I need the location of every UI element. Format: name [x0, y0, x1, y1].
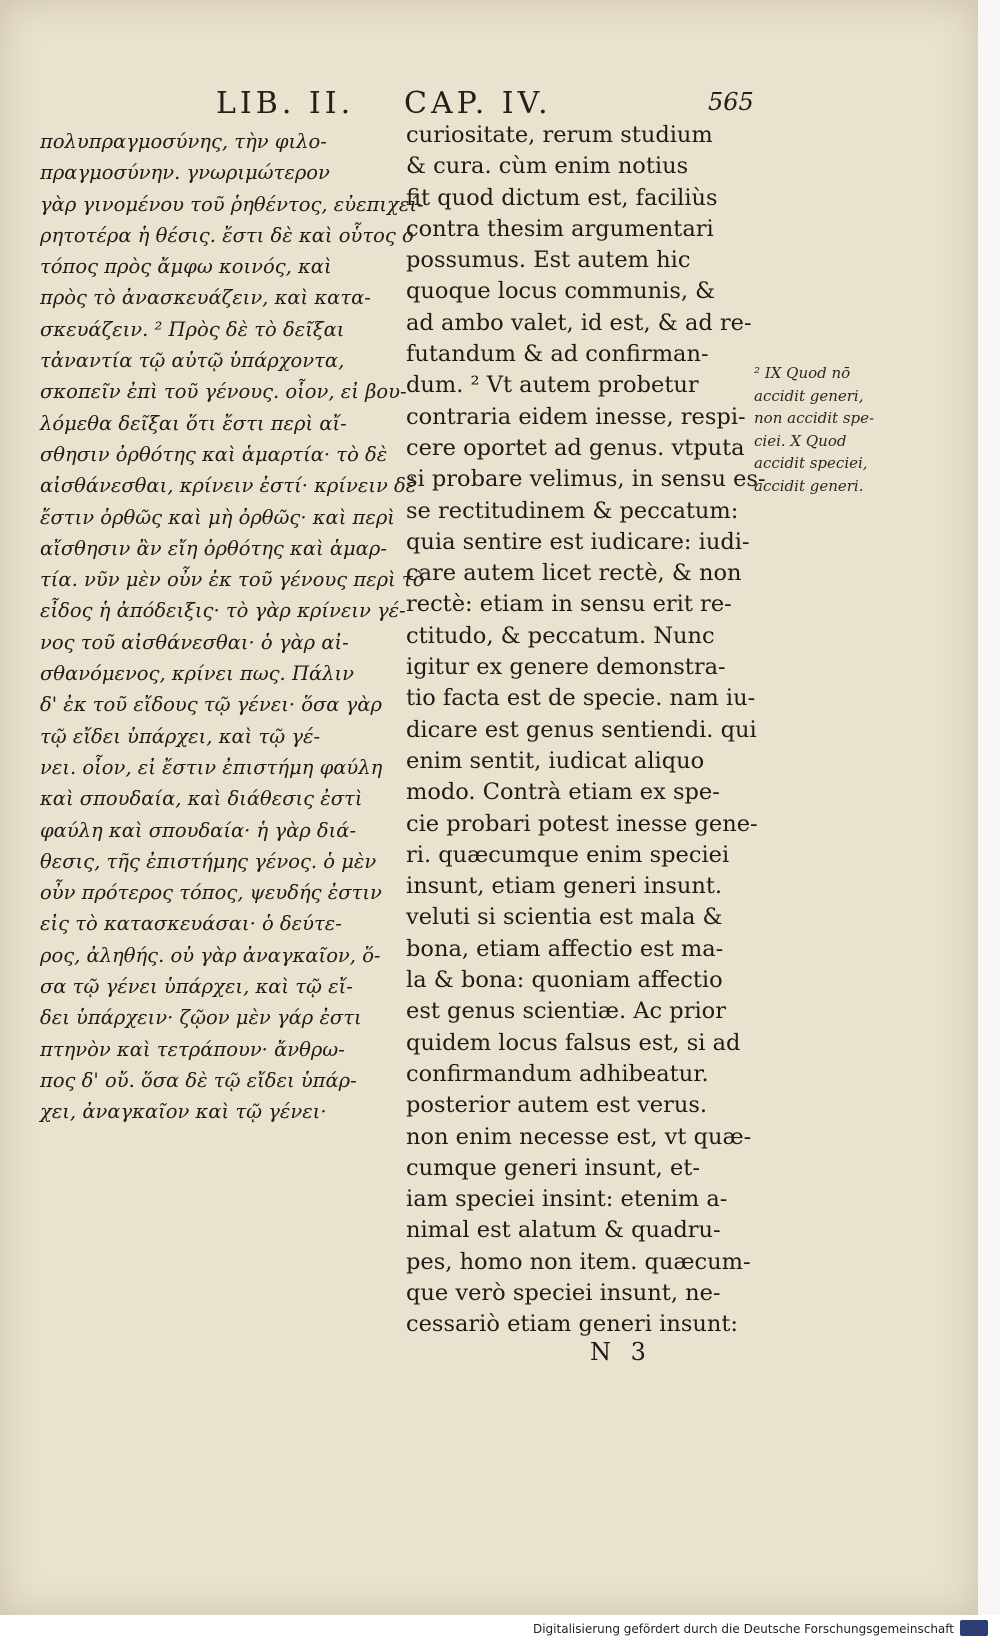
greek-text-line: ρητοτέρα ἡ θέσις. ἔστι δὲ καὶ οὗτος ὁ — [40, 223, 414, 247]
greek-text-line: τῷ εἴδει ὑπάρχει, καὶ τῷ γέ- — [40, 724, 321, 748]
greek-text-line: πραγμοσύνην. γνωριμώτερον — [40, 161, 330, 185]
greek-text-line: πτηνὸν καὶ τετράπουν· ἄνθρω- — [40, 1037, 345, 1061]
greek-text-line: καὶ σπουδαία, καὶ διάθεσις ἐστὶ — [40, 787, 363, 811]
latin-text-line: rectè: etiam in sensu erit re- — [406, 591, 732, 618]
latin-text-line: curiositate, rerum studium — [406, 122, 713, 148]
greek-text-line: τία. νῦν μὲν οὖν ἐκ τοῦ γένους περὶ τὸ — [40, 568, 425, 592]
latin-text-line: enim sentit, iudicat aliquo — [406, 747, 705, 774]
latin-text-line: que verò speciei insunt, ne- — [406, 1279, 721, 1306]
greek-text-line: νος τοῦ αἰσθάνεσθαι· ὁ γὰρ αἰ- — [40, 630, 349, 654]
latin-text-line: igitur ex genere demonstra- — [406, 654, 726, 681]
latin-text-column — [406, 120, 766, 1341]
greek-text-line: γὰρ γινομένου τοῦ ῥηθέντος, εὐεπιχεί- — [40, 192, 424, 216]
latin-text-line: quoque locus communis, & — [406, 278, 716, 305]
latin-text-line: se rectitudinem & peccatum: — [406, 497, 739, 524]
greek-text-line: χει, ἀναγκαῖον καὶ τῷ γένει· — [40, 1100, 327, 1124]
greek-text-line: εἶδος ἡ ἀπόδειξις· τὸ γὰρ κρίνειν γέ- — [40, 599, 406, 623]
latin-text-line: est genus scientiæ. Ac prior — [406, 998, 726, 1025]
greek-text-column — [40, 126, 425, 1128]
greek-text-line: εἰς τὸ κατασκευάσαι· ὁ δεύτε- — [40, 912, 342, 936]
greek-text-line: σκευάζειν. ² Πρὸς δὲ τὸ δεῖξαι — [40, 317, 345, 341]
latin-text-line: contraria eidem inesse, respi- — [406, 403, 746, 430]
greek-text-line: νει. οἷον, εἰ ἔστιν ἐπιστήμη φαύλη — [40, 755, 383, 779]
greek-text-line: σκοπεῖν ἐπὶ τοῦ γένους. οἷον, εἰ βου- — [40, 380, 407, 404]
margin-note-line: non accidit spe- — [754, 409, 875, 427]
latin-text-line: la & bona: quoniam affectio — [406, 967, 723, 994]
greek-text-line: αἰσθάνεσθαι, κρίνειν ἐστί· κρίνειν δὲ — [40, 474, 417, 498]
dfg-logo-icon — [960, 1620, 988, 1636]
page-edge — [978, 0, 1000, 1615]
book-label: LIB. II. — [216, 86, 355, 121]
latin-text-line: veluti si scientia est mala & — [406, 904, 723, 931]
latin-text-line: quidem locus falsus est, si ad — [406, 1029, 741, 1056]
greek-text-line: φαύλη καὶ σπουδαία· ἡ γὰρ διά- — [40, 818, 357, 842]
latin-text-line: bona, etiam affectio est ma- — [406, 935, 724, 962]
greek-text-line: πος δ' οὔ. ὅσα δὲ τῷ εἴδει ὑπάρ- — [40, 1068, 357, 1092]
funding-credit: Digitalisierung gefördert durch die Deutsche Forschungsgemeinschaft — [532, 1622, 954, 1636]
page-number: 565 — [708, 88, 754, 116]
latin-text-line: fit quod dictum est, faciliùs — [406, 184, 718, 211]
greek-text-line: δ' ἐκ τοῦ εἴδους τῷ γένει· ὅσα γὰρ — [40, 693, 382, 717]
latin-text-line: ad ambo valet, id est, & ad re- — [406, 309, 752, 336]
latin-text-line: cumque generi insunt, et- — [406, 1154, 700, 1181]
margin-note-line: accidit generi, — [754, 386, 864, 405]
greek-text-line: σθησιν ὀρθότης καὶ ἁμαρτία· τὸ δὲ — [40, 442, 388, 466]
greek-text-line: τόπος πρὸς ἄμφω κοινός, καὶ — [40, 255, 332, 279]
greek-text-line: λόμεθα δεῖξαι ὅτι ἔστι περὶ αἴ- — [40, 411, 347, 435]
greek-text-line: πολυπραγμοσύνης, τὴν φιλο- — [40, 130, 327, 153]
greek-text-line: αἴσθησιν ἂν εἴη ὀρθότης καὶ ἁμαρ- — [40, 536, 387, 560]
margin-note-line: ² IX Quod nō — [754, 364, 851, 382]
latin-text-line: posterior autem est verus. — [406, 1092, 708, 1119]
latin-text-line: care autem licet rectè, & non — [406, 560, 742, 587]
latin-text-line: nimal est alatum & quadru- — [406, 1217, 721, 1244]
latin-text-line: iam speciei insint: etenim a- — [406, 1186, 728, 1213]
latin-text-line: dum. ² Vt autem probetur — [406, 372, 699, 399]
margin-note — [754, 362, 894, 497]
margin-note-line: accidit speciei, — [754, 454, 868, 472]
chapter-label: CAP. IV. — [404, 86, 552, 121]
latin-text-line: ctitudo, & peccatum. Nunc — [406, 622, 715, 649]
signature-mark: N 3 — [590, 1338, 652, 1366]
latin-text-line: contra thesim argumentari — [406, 215, 714, 242]
greek-text-line: σα τῷ γένει ὑπάρχει, καὶ τῷ εἴ- — [40, 975, 353, 999]
latin-text-line: insunt, etiam generi insunt. — [406, 873, 723, 900]
latin-text-line: cere oportet ad genus. vtputa — [406, 434, 745, 461]
greek-text-line: ρος, ἀληθής. οὐ γὰρ ἀναγκαῖον, ὅ- — [40, 943, 381, 967]
margin-note-line: accidit generi. — [754, 476, 864, 495]
latin-text-line: possumus. Est autem hic — [406, 247, 691, 274]
latin-text-line: futandum & ad confirman- — [406, 341, 709, 368]
latin-text-line: confirmandum adhibeatur. — [406, 1060, 709, 1087]
latin-text-line: ri. quæcumque enim speciei — [406, 841, 730, 868]
latin-text-line: cessariò etiam generi insunt: — [406, 1311, 738, 1338]
latin-text-line: dicare est genus sentiendi. qui — [406, 716, 757, 743]
greek-text-line: σθανόμενος, κρίνει πως. Πάλιν — [40, 662, 354, 686]
greek-text-line: θεσις, τῆς ἐπιστήμης γένος. ὁ μὲν — [40, 849, 377, 873]
footer-bar — [0, 1615, 1000, 1643]
latin-text-line: cie probari potest inesse gene- — [406, 810, 758, 837]
latin-text-line: & cura. cùm enim notius — [406, 153, 689, 180]
latin-text-line: si probare velimus, in sensu es- — [406, 466, 766, 493]
latin-text-line: quia sentire est iudicare: iudi- — [406, 528, 750, 555]
greek-text-line: τἀναντία τῷ αὐτῷ ὑπάρχοντα, — [40, 349, 345, 373]
margin-note-line: ciei. X Quod — [754, 431, 847, 450]
greek-text-line: πρὸς τὸ ἀνασκευάζειν, καὶ κατα- — [40, 286, 371, 310]
latin-text-line: pes, homo non item. quæcum- — [406, 1248, 751, 1275]
latin-text-line: tio facta est de specie. nam iu- — [406, 685, 756, 712]
greek-text-line: οὖν πρότερος τόπος, ψευδής ἐστιν — [40, 881, 382, 905]
latin-text-line: non enim necesse est, vt quæ- — [406, 1123, 752, 1150]
greek-text-line: ἔστιν ὀρθῶς καὶ μὴ ὀρθῶς· καὶ περὶ — [40, 505, 395, 529]
greek-text-line: δει ὑπάρχειν· ζῷον μὲν γάρ ἐστι — [40, 1006, 362, 1030]
latin-text-line: modo. Contrà etiam ex spe- — [406, 779, 720, 806]
